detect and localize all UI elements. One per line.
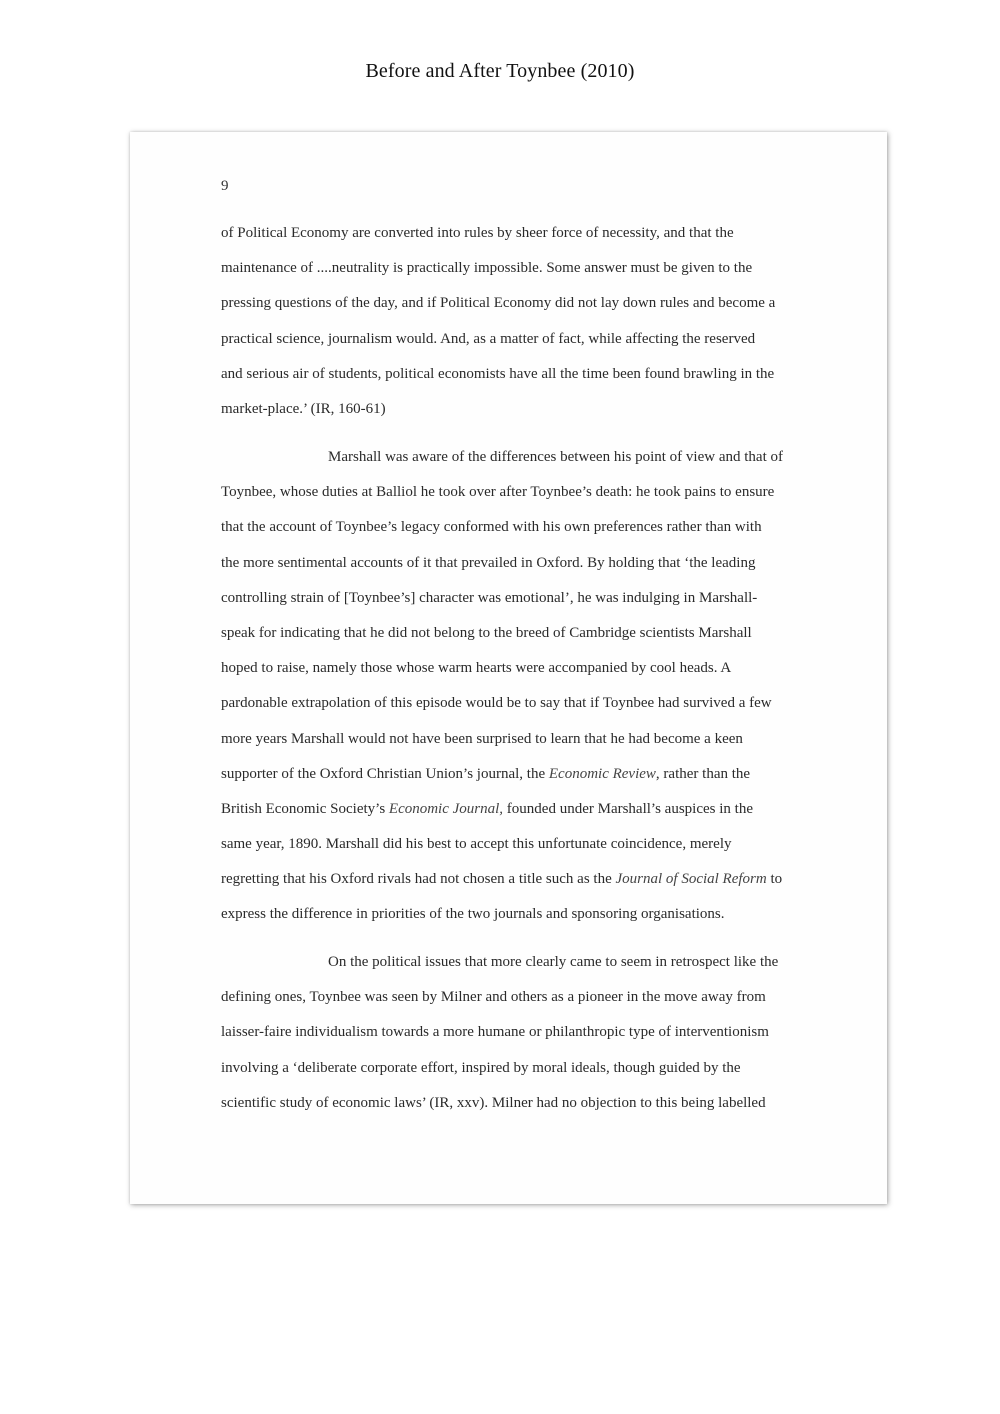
text-span: express the difference in priorities of the two journals and sponsoring organisations. — [221, 906, 725, 923]
text-line — [221, 322, 821, 357]
text-span: On the political issues that more clearly came to seem in retrospect like the — [328, 954, 779, 970]
text-line — [221, 546, 821, 581]
text-line — [221, 897, 821, 932]
italic-title: Economic Journal, — [388, 800, 504, 817]
text-span: , rather than the — [655, 765, 751, 782]
paragraph — [221, 945, 821, 1121]
page-number: 9 — [221, 178, 229, 194]
text-span: and serious air of students, political economists have all the time been found brawling in the — [221, 365, 775, 382]
text-span: more years Marshall would not have been surprised to learn that he had become a keen — [221, 730, 743, 747]
italic-title: Economic Review — [548, 765, 656, 782]
text-span: defining ones, Toynbee was seen by Milner and others as a pioneer in the move away from — [221, 989, 766, 1006]
text-line — [221, 757, 821, 792]
text-span: market-place.’ (IR, 160-61) — [221, 400, 386, 417]
italic-title: Journal of Social Reform — [615, 871, 767, 888]
text-span: involving a ‘deliberate corporate effort, inspired by moral ideals, though guided by the — [221, 1059, 741, 1076]
text-line — [221, 357, 821, 392]
text-span: hoped to raise, namely those whose warm hearts were accompanied by cool heads. A — [221, 660, 732, 677]
text-span: controlling strain of [Toynbee’s] character was emotional’, he was indulging in Marshall- — [221, 589, 758, 606]
text-span: of Political Economy are converted into rules by sheer force of necessity, and that the — [221, 225, 734, 241]
paragraph — [221, 216, 821, 427]
text-line — [221, 251, 821, 286]
text-line — [221, 616, 821, 651]
text-span: practical science, journalism would. And, as a matter of fact, while affecting the reserved — [221, 330, 756, 347]
text-line — [221, 510, 821, 545]
text-span: pardonable extrapolation of this episode would be to say that if Toynbee had survived a few — [221, 695, 772, 712]
page-sheet — [130, 132, 887, 1204]
paragraph — [221, 440, 821, 933]
text-line — [221, 945, 821, 980]
text-span: that the account of Toynbee’s legacy conformed with his own preferences rather than with — [221, 519, 762, 536]
text-line — [221, 686, 821, 721]
text-span: Marshall was aware of the differences between his point of view and that of — [328, 449, 783, 465]
text-span: speak for indicating that he did not belong to the breed of Cambridge scientists Marshall — [221, 624, 752, 641]
text-span: founded under Marshall’s auspices in the — [503, 800, 753, 817]
text-span: regretting that his Oxford rivals had not chosen a title such as the — [221, 871, 616, 888]
text-span: laisser-faire individualism towards a more humane or philanthropic type of interventionism — [221, 1024, 769, 1041]
text-line — [221, 792, 821, 827]
document-title: Before and After Toynbee (2010) — [365, 60, 635, 82]
text-line — [221, 722, 821, 757]
text-span: the more sentimental accounts of it that prevailed in Oxford. By holding that ‘the leading — [221, 554, 756, 571]
text-span: British Economic Society’s — [221, 800, 389, 817]
text-line — [221, 1086, 821, 1121]
text-span: maintenance of ....neutrality is practically impossible. Some answer must be given to the — [221, 260, 753, 277]
text-line — [221, 392, 821, 427]
text-line — [221, 980, 821, 1015]
text-line — [221, 1015, 821, 1050]
text-line — [221, 216, 821, 251]
text-span: Toynbee, whose duties at Balliol he took over after Toynbee’s death: he took pains to ensure — [221, 484, 775, 501]
text-span: supporter of the Oxford Christian Union’s journal, the — [221, 765, 549, 782]
text-span: scientific study of economic laws’ (IR, xxv). Milner had no objection to this being labelled — [221, 1094, 766, 1111]
text-span: same year, 1890. Marshall did his best to accept this unfortunate coincidence, merely — [221, 836, 732, 853]
text-line — [221, 1051, 821, 1086]
text-line — [221, 440, 821, 475]
text-line — [221, 827, 821, 862]
text-span: to — [766, 871, 783, 888]
text-span: pressing questions of the day, and if Political Economy did not lay down rules and become a — [221, 295, 776, 312]
text-line — [221, 581, 821, 616]
text-line — [221, 286, 821, 321]
text-line — [221, 651, 821, 686]
text-line — [221, 475, 821, 510]
text-line — [221, 862, 821, 897]
